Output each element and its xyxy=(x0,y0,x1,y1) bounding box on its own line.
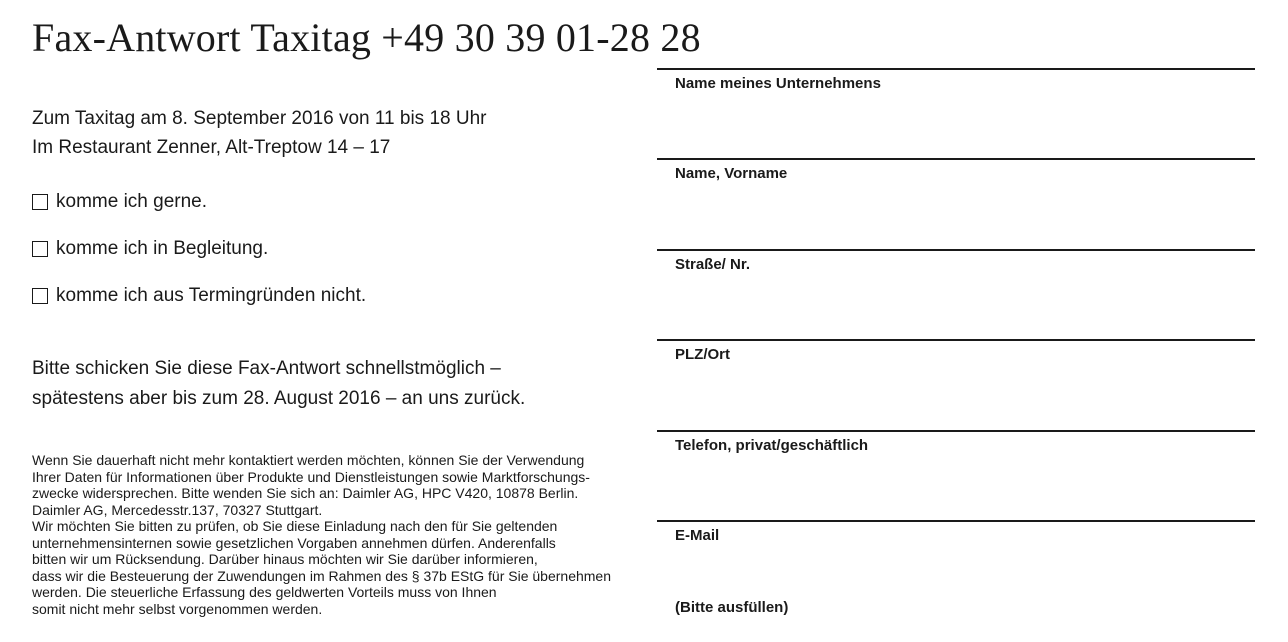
disclaimer-line: Wir möchten Sie bitten zu prüfen, ob Sie diese Einladung nach den für Sie geltenden xyxy=(32,518,558,534)
event-info xyxy=(32,104,487,162)
event-date-line: Zum Taxitag am 8. September 2016 von 11 bis 18 Uhr xyxy=(32,108,487,129)
disclaimer xyxy=(32,452,647,617)
option-not-attending[interactable] xyxy=(32,280,366,311)
field-full-name-label: Name, Vorname xyxy=(675,165,788,183)
fill-in-note: (Bitte ausfüllen) xyxy=(675,599,789,616)
disclaimer-line: somit nicht mehr selbst vorgenommen werden. xyxy=(32,600,323,617)
checkbox-accompanied[interactable] xyxy=(32,241,48,257)
field-street[interactable] xyxy=(657,249,1255,339)
disclaimer-line: werden. Die steuerliche Erfassung des geldwerten Vorteils muss von Ihnen xyxy=(32,584,497,600)
deadline-note xyxy=(32,354,525,414)
attendance-options xyxy=(32,186,366,327)
disclaimer-line: zwecke widersprechen. Bitte wenden Sie sich an: Daimler AG, HPC V420, 10878 Berlin. xyxy=(32,485,579,501)
disclaimer-line: Daimler AG, Mercedesstr.137, 70327 Stuttgart. xyxy=(32,501,323,518)
checkbox-attending[interactable] xyxy=(32,194,48,210)
field-company-name[interactable] xyxy=(657,68,1255,158)
field-full-name[interactable] xyxy=(657,158,1255,248)
field-postcode-city-label: PLZ/Ort xyxy=(675,346,730,364)
deadline-line-2: spätestens aber bis zum 28. August 2016 – an uns zurück. xyxy=(32,388,526,409)
option-attending-label: komme ich gerne. xyxy=(56,190,208,212)
page-title: Fax-Antwort Taxitag +49 30 39 01-28 28 xyxy=(32,15,701,60)
disclaimer-line: dass wir die Besteuerung der Zuwendungen im Rahmen des § 37b EStG für Sie übernehmen xyxy=(32,567,612,584)
disclaimer-line: Ihrer Daten für Informationen über Produkte und Dienstleistungen sowie Marktforschungs- xyxy=(32,468,590,485)
field-postcode-city[interactable] xyxy=(657,339,1255,429)
disclaimer-line: Wenn Sie dauerhaft nicht mehr kontaktiert werden möchten, können Sie der Verwendung xyxy=(32,452,585,468)
field-street-label: Straße/ Nr. xyxy=(675,255,751,273)
field-phone-label: Telefon, privat/geschäftlich xyxy=(675,436,869,454)
option-attending[interactable] xyxy=(32,186,366,217)
checkbox-not-attending[interactable] xyxy=(32,288,48,304)
option-accompanied-label: komme ich in Begleitung. xyxy=(56,237,269,259)
event-location-line: Im Restaurant Zenner, Alt-Treptow 14 – 17 xyxy=(32,137,391,158)
field-email-label: E-Mail xyxy=(675,526,720,544)
disclaimer-line: unternehmensinternen sowie gesetzlichen Vorgaben annehmen dürfen. Anderenfalls xyxy=(32,534,556,551)
field-email[interactable] xyxy=(657,520,1255,610)
option-accompanied[interactable] xyxy=(32,233,366,264)
disclaimer-line: bitten wir um Rücksendung. Darüber hinaus möchten wir Sie darüber informieren, xyxy=(32,551,538,567)
deadline-line-1: Bitte schicken Sie diese Fax-Antwort schnellstmöglich – xyxy=(32,358,501,379)
option-not-attending-label: komme ich aus Termingründen nicht. xyxy=(56,284,367,306)
response-form xyxy=(657,68,1255,610)
field-company-name-label: Name meines Unternehmens xyxy=(675,75,881,92)
field-phone[interactable] xyxy=(657,430,1255,520)
